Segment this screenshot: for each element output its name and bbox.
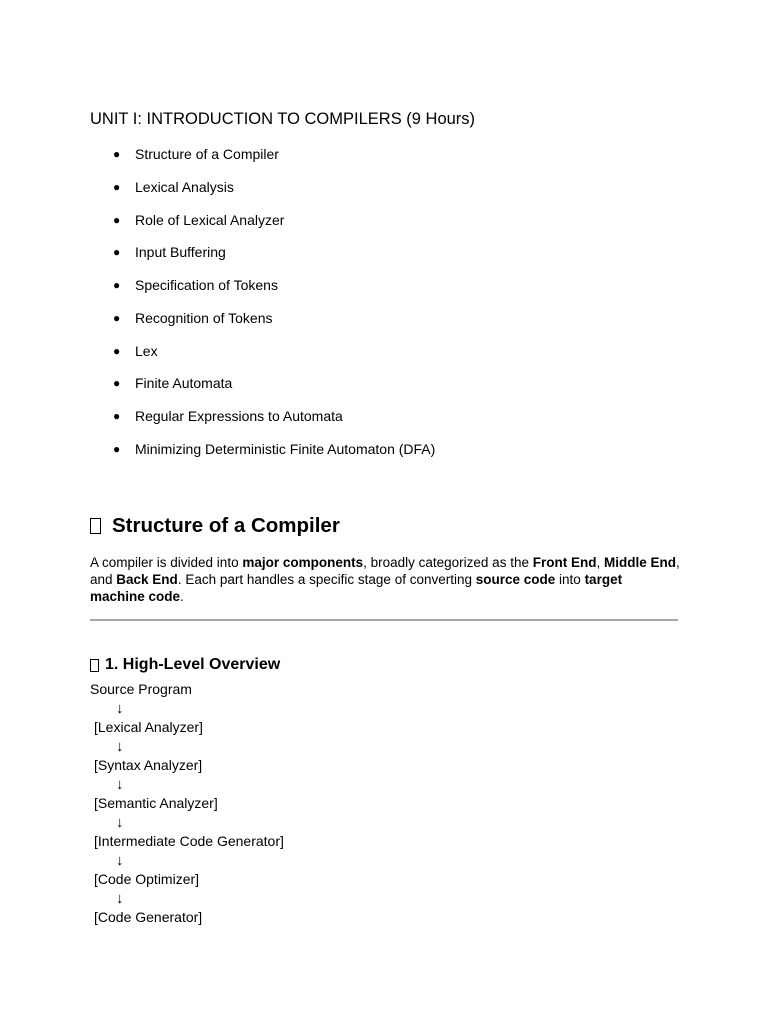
bullet-icon: ● (113, 441, 121, 456)
bullet-icon: ● (113, 212, 121, 227)
down-arrow-icon: ↓ (116, 776, 124, 793)
down-arrow-icon: ↓ (116, 852, 124, 869)
flow-stage: [Code Optimizer] (94, 871, 200, 887)
intro-text: . Each part handles a specific stage of converting (177, 572, 476, 587)
intro-text: , and (90, 555, 680, 587)
list-item (113, 243, 435, 276)
horizontal-divider (90, 619, 678, 621)
topic-label: Role of Lexical Analyzer (135, 211, 285, 228)
topic-label: Specification of Tokens (135, 277, 278, 293)
intro-text: , (596, 555, 604, 570)
subsection-title: 1. High-Level Overview (105, 656, 281, 673)
bullet-icon: ● (113, 147, 121, 161)
topic-label: Finite Automata (135, 375, 233, 392)
bullet-icon: ● (113, 409, 121, 423)
flow-stage: [Lexical Analyzer] (94, 719, 203, 735)
intro-bold: source code (475, 572, 556, 587)
intro-text: A compiler is divided into (90, 555, 243, 570)
topic-list (113, 145, 435, 473)
section-heading (90, 514, 340, 538)
bullet-icon: ● (113, 278, 121, 292)
list-item (113, 211, 435, 244)
down-arrow-icon: ↓ (116, 890, 124, 907)
list-item (113, 440, 435, 473)
topic-label: Minimizing Deterministic Finite Automaton (DFA) (135, 440, 436, 457)
topic-label: Recognition of Tokens (135, 309, 273, 326)
missing-glyph-box-icon (90, 518, 101, 534)
intro-text: , broadly categorized as the (363, 555, 533, 570)
flow-source: Source Program (90, 681, 192, 697)
topic-label: Regular Expressions to Automata (135, 408, 343, 424)
list-item (113, 374, 435, 407)
intro-paragraph (90, 554, 680, 605)
missing-glyph-box-icon (90, 659, 99, 672)
list-item (113, 342, 435, 375)
topic-label: Structure of a Compiler (135, 146, 279, 162)
topic-label: Input Buffering (135, 244, 226, 261)
section-title: Structure of a Compiler (112, 514, 340, 537)
flow-stage: [Semantic Analyzer] (94, 795, 218, 811)
compiler-flow (90, 680, 284, 927)
intro-bold: Front End (532, 555, 597, 570)
list-item (113, 178, 435, 211)
list-item (113, 309, 435, 342)
intro-bold: target machine code (90, 572, 623, 604)
unit-heading: UNIT I: INTRODUCTION TO COMPILERS (9 Hours) (90, 110, 476, 128)
list-item (113, 145, 435, 178)
intro-text: . (180, 589, 184, 604)
bullet-icon: ● (113, 179, 121, 194)
intro-bold: Middle End (603, 555, 676, 570)
flow-stage: [Code Generator] (94, 909, 203, 925)
subsection-heading (90, 656, 280, 674)
flow-stage: [Intermediate Code Generator] (94, 833, 284, 849)
down-arrow-icon: ↓ (116, 700, 124, 717)
topic-label: Lexical Analysis (135, 178, 234, 195)
bullet-icon: ● (113, 376, 121, 391)
intro-bold: Back End (116, 572, 178, 587)
list-item (113, 407, 435, 440)
bullet-icon: ● (113, 343, 121, 358)
bullet-icon: ● (113, 245, 121, 260)
flow-stage: [Syntax Analyzer] (94, 757, 203, 773)
down-arrow-icon: ↓ (116, 738, 124, 755)
topic-label: Lex (135, 342, 158, 359)
down-arrow-icon: ↓ (116, 814, 124, 831)
intro-bold: major components (242, 555, 364, 570)
list-item (113, 276, 435, 309)
intro-text: into (555, 572, 585, 587)
bullet-icon: ● (113, 310, 121, 325)
